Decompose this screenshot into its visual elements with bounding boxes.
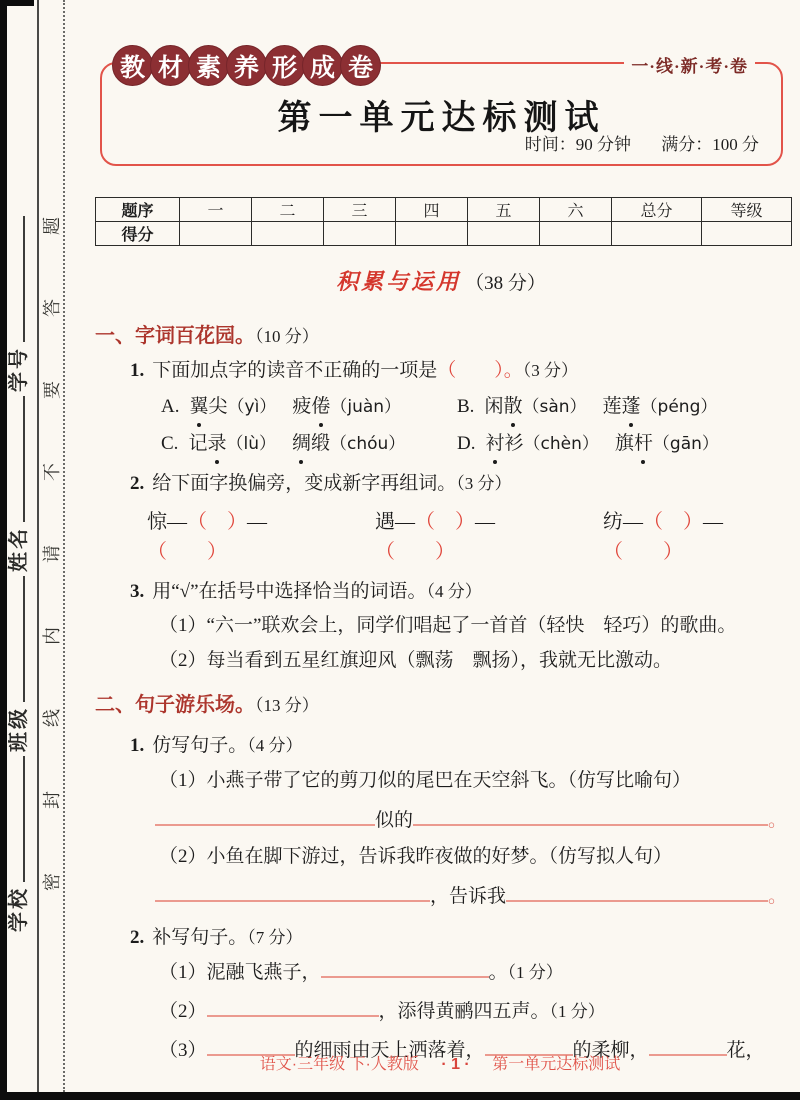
score-header-cell: 四 (396, 198, 468, 222)
item-points: （1 分） (549, 1002, 605, 1021)
question-points: （4 分） (247, 736, 303, 755)
badge-char: 形 (264, 45, 305, 86)
section-1-points: （10 分） (255, 327, 319, 346)
seal-char: 请 (42, 545, 62, 563)
item-points: （1 分） (507, 963, 563, 982)
question-1-1 (95, 357, 787, 385)
score-cell-empty (468, 222, 540, 246)
fill-blank (155, 824, 375, 826)
scan-edge-bottom (0, 1092, 800, 1100)
score-header-cell: 总分 (612, 198, 702, 222)
question-2-2-item-2: （2） ，添得黄鹂四五声。（1 分） (159, 1001, 605, 1022)
question-2-1-item-1: （1）小燕子带了它的剪刀似的尾巴在天空斜飞。（仿写比喻句） (159, 770, 692, 791)
footer-page-number: · 1 · (441, 1056, 470, 1073)
footer-edition: 语文·三年级 下·人教版 (259, 1056, 419, 1073)
question-number: 2. (130, 927, 145, 948)
question-stem: 补写句子。 (152, 927, 248, 948)
option-a: A. 翼尖（yì） 疲倦（juàn） (161, 393, 457, 421)
score-header-cell: 三 (324, 198, 396, 222)
exam-body (95, 258, 787, 1065)
exam-full-score: 满分：100 分 (661, 135, 759, 154)
question-stem: 下面加点字的读音不正确的一项是 (152, 360, 438, 381)
answer-blank-parens: （ ） (603, 541, 683, 563)
seal-line-text (32, 50, 70, 1050)
question-number: 2. (130, 473, 145, 494)
score-header-cell: 二 (252, 198, 324, 222)
answer-blank-parens: （ ）。 (437, 360, 523, 381)
seal-char: 内 (42, 627, 62, 645)
answer-blank-parens: （ ） (375, 541, 455, 563)
question-2-2-item-3: （3） 的细雨由天上洒落着， 的柔柳， 花， (159, 1040, 765, 1061)
pinyin: （yì） (227, 397, 277, 417)
swap-group-2: 遇—（ ）—（ ） (375, 511, 495, 563)
score-header-cell: 五 (468, 198, 540, 222)
seal-char: 答 (42, 299, 62, 317)
score-cell-empty (612, 222, 702, 246)
badge-char: 材 (150, 45, 191, 86)
option-b: B. 闲散（sàn） 莲蓬（péng） (457, 393, 787, 421)
score-row-label: 得分 (96, 222, 180, 246)
answer-line-end: 。 (767, 886, 787, 907)
footer-test-name: 第一单元达标测试 (492, 1056, 621, 1073)
badge-char: 素 (188, 45, 229, 86)
section-2-title: 二、句子游乐场。（13 分） (95, 694, 319, 716)
pinyin: （lù） (226, 434, 276, 454)
answer-line-end: 。 (767, 810, 787, 831)
score-table-score-row (96, 222, 792, 246)
page-title: 第一单元达标测试 (277, 99, 606, 137)
field-blank-class (23, 576, 25, 702)
seal-char: 不 (42, 463, 62, 481)
swap-group-1: 惊—（ ）—（ ） (147, 511, 267, 563)
answer-line-mid: ，告诉我 (430, 886, 507, 907)
question-number: 1. (130, 735, 145, 756)
fill-blank (155, 900, 430, 902)
answer-line (95, 883, 787, 911)
options-row-ab (95, 393, 787, 421)
question-2-2 (95, 924, 787, 952)
field-label-class: 班级 (8, 706, 30, 752)
field-label-number: 学号 (8, 346, 30, 392)
page-footer (95, 1051, 785, 1074)
question-1-3-item-2: （2）每当看到五星红旗迎风（飘荡 飘扬），我就无比激动。 (159, 650, 673, 671)
question-number: 3. (130, 581, 145, 602)
part-heading-name: 积累与运用 (336, 269, 462, 294)
answer-line (95, 807, 787, 835)
question-points: （4 分） (426, 582, 482, 601)
exam-time: 时间：90 分钟 (524, 135, 631, 154)
question-2-1 (95, 732, 787, 760)
badge-char: 卷 (340, 45, 381, 86)
exam-info (499, 130, 759, 155)
series-label: 一·线·新·考·卷 (624, 52, 755, 77)
badge-char: 成 (302, 45, 343, 86)
part-heading (95, 268, 787, 298)
score-cell-empty (252, 222, 324, 246)
field-label-school: 学校 (8, 886, 30, 932)
dotted-char: 散 (503, 393, 522, 421)
score-header-cell: 六 (540, 198, 612, 222)
seal-char: 线 (42, 709, 62, 727)
score-table-header-row (96, 198, 792, 222)
score-cell-empty (324, 222, 396, 246)
part-heading-points: （38 分） (465, 273, 546, 294)
score-header-cell: 题序 (96, 198, 180, 222)
question-points: （3 分） (522, 361, 579, 380)
section-2-points: （13 分） (255, 696, 319, 715)
question-1-3 (95, 578, 787, 606)
question-number: 1. (130, 360, 145, 381)
score-cell-empty (540, 222, 612, 246)
options-row-cd (95, 430, 787, 458)
score-cell-empty (702, 222, 792, 246)
fill-blank (321, 976, 489, 978)
question-1-2 (95, 470, 787, 498)
question-2-2-item-1: （1）泥融飞燕子， 。（1 分） (159, 962, 563, 983)
pinyin: （chèn） (523, 434, 599, 454)
question-points: （7 分） (247, 928, 303, 947)
dotted-char: 杆 (634, 430, 653, 458)
swap-group-3: 纺—（ ）—（ ） (603, 511, 723, 563)
pinyin: （péng） (640, 397, 718, 417)
seal-char: 封 (42, 791, 62, 809)
pinyin: （chóu） (330, 434, 406, 454)
radical-swap-row (95, 507, 787, 567)
pinyin: （sàn） (522, 397, 587, 417)
answer-blank-parens: （ ） (643, 511, 703, 533)
field-blank-number (23, 216, 25, 342)
dotted-char: 翼 (189, 393, 208, 421)
score-table (95, 197, 792, 246)
question-stem: 仿写句子。 (152, 735, 248, 756)
pinyin: （gān） (652, 434, 719, 454)
option-c: C. 记录（lù） 绸缎（chóu） (161, 430, 457, 458)
answer-blank-parens: （ ） (415, 511, 475, 533)
question-points: （3 分） (456, 474, 512, 493)
option-d: D. 衬衫（chèn） 旗杆（gān） (457, 430, 787, 458)
question-stem: 给下面字换偏旁，变成新字再组词。 (152, 473, 457, 494)
scan-edge-topleft (0, 0, 34, 6)
badge-char: 教 (112, 45, 153, 86)
answer-blank-parens: （ ） (187, 511, 247, 533)
pinyin: （juàn） (330, 397, 402, 417)
seal-char: 密 (42, 873, 62, 891)
field-label-name: 姓名 (8, 526, 30, 572)
dotted-char: 蓬 (622, 393, 641, 421)
fill-blank (506, 900, 768, 902)
score-cell-empty (180, 222, 252, 246)
badge-char: 养 (226, 45, 267, 86)
dotted-char: 衬 (485, 430, 504, 458)
dotted-char: 录 (207, 430, 226, 458)
fill-blank (413, 824, 768, 826)
section-1-title: 一、字词百花园。（10 分） (95, 325, 319, 347)
question-2-1-item-2: （2）小鱼在脚下游过，告诉我昨夜做的好梦。（仿写拟人句） (159, 846, 673, 867)
dotted-char: 绸 (292, 430, 311, 458)
score-cell-empty (396, 222, 468, 246)
seal-char: 要 (42, 381, 62, 399)
fill-blank (207, 1015, 379, 1017)
field-blank-school (23, 756, 25, 882)
score-header-cell: 一 (180, 198, 252, 222)
seal-char: 题 (42, 217, 62, 235)
dotted-char: 倦 (311, 393, 330, 421)
answer-line-mid: 似的 (375, 810, 414, 831)
question-1-3-item-1: （1）“六一”联欢会上，同学们唱起了一首首（轻快 轻巧）的歌曲。 (159, 615, 737, 636)
answer-blank-parens: （ ） (147, 541, 227, 563)
score-header-cell: 等级 (702, 198, 792, 222)
question-stem: 用“√”在括号中选择恰当的词语。 (152, 581, 427, 602)
brand-badge (112, 45, 378, 86)
field-blank-name (23, 396, 25, 522)
